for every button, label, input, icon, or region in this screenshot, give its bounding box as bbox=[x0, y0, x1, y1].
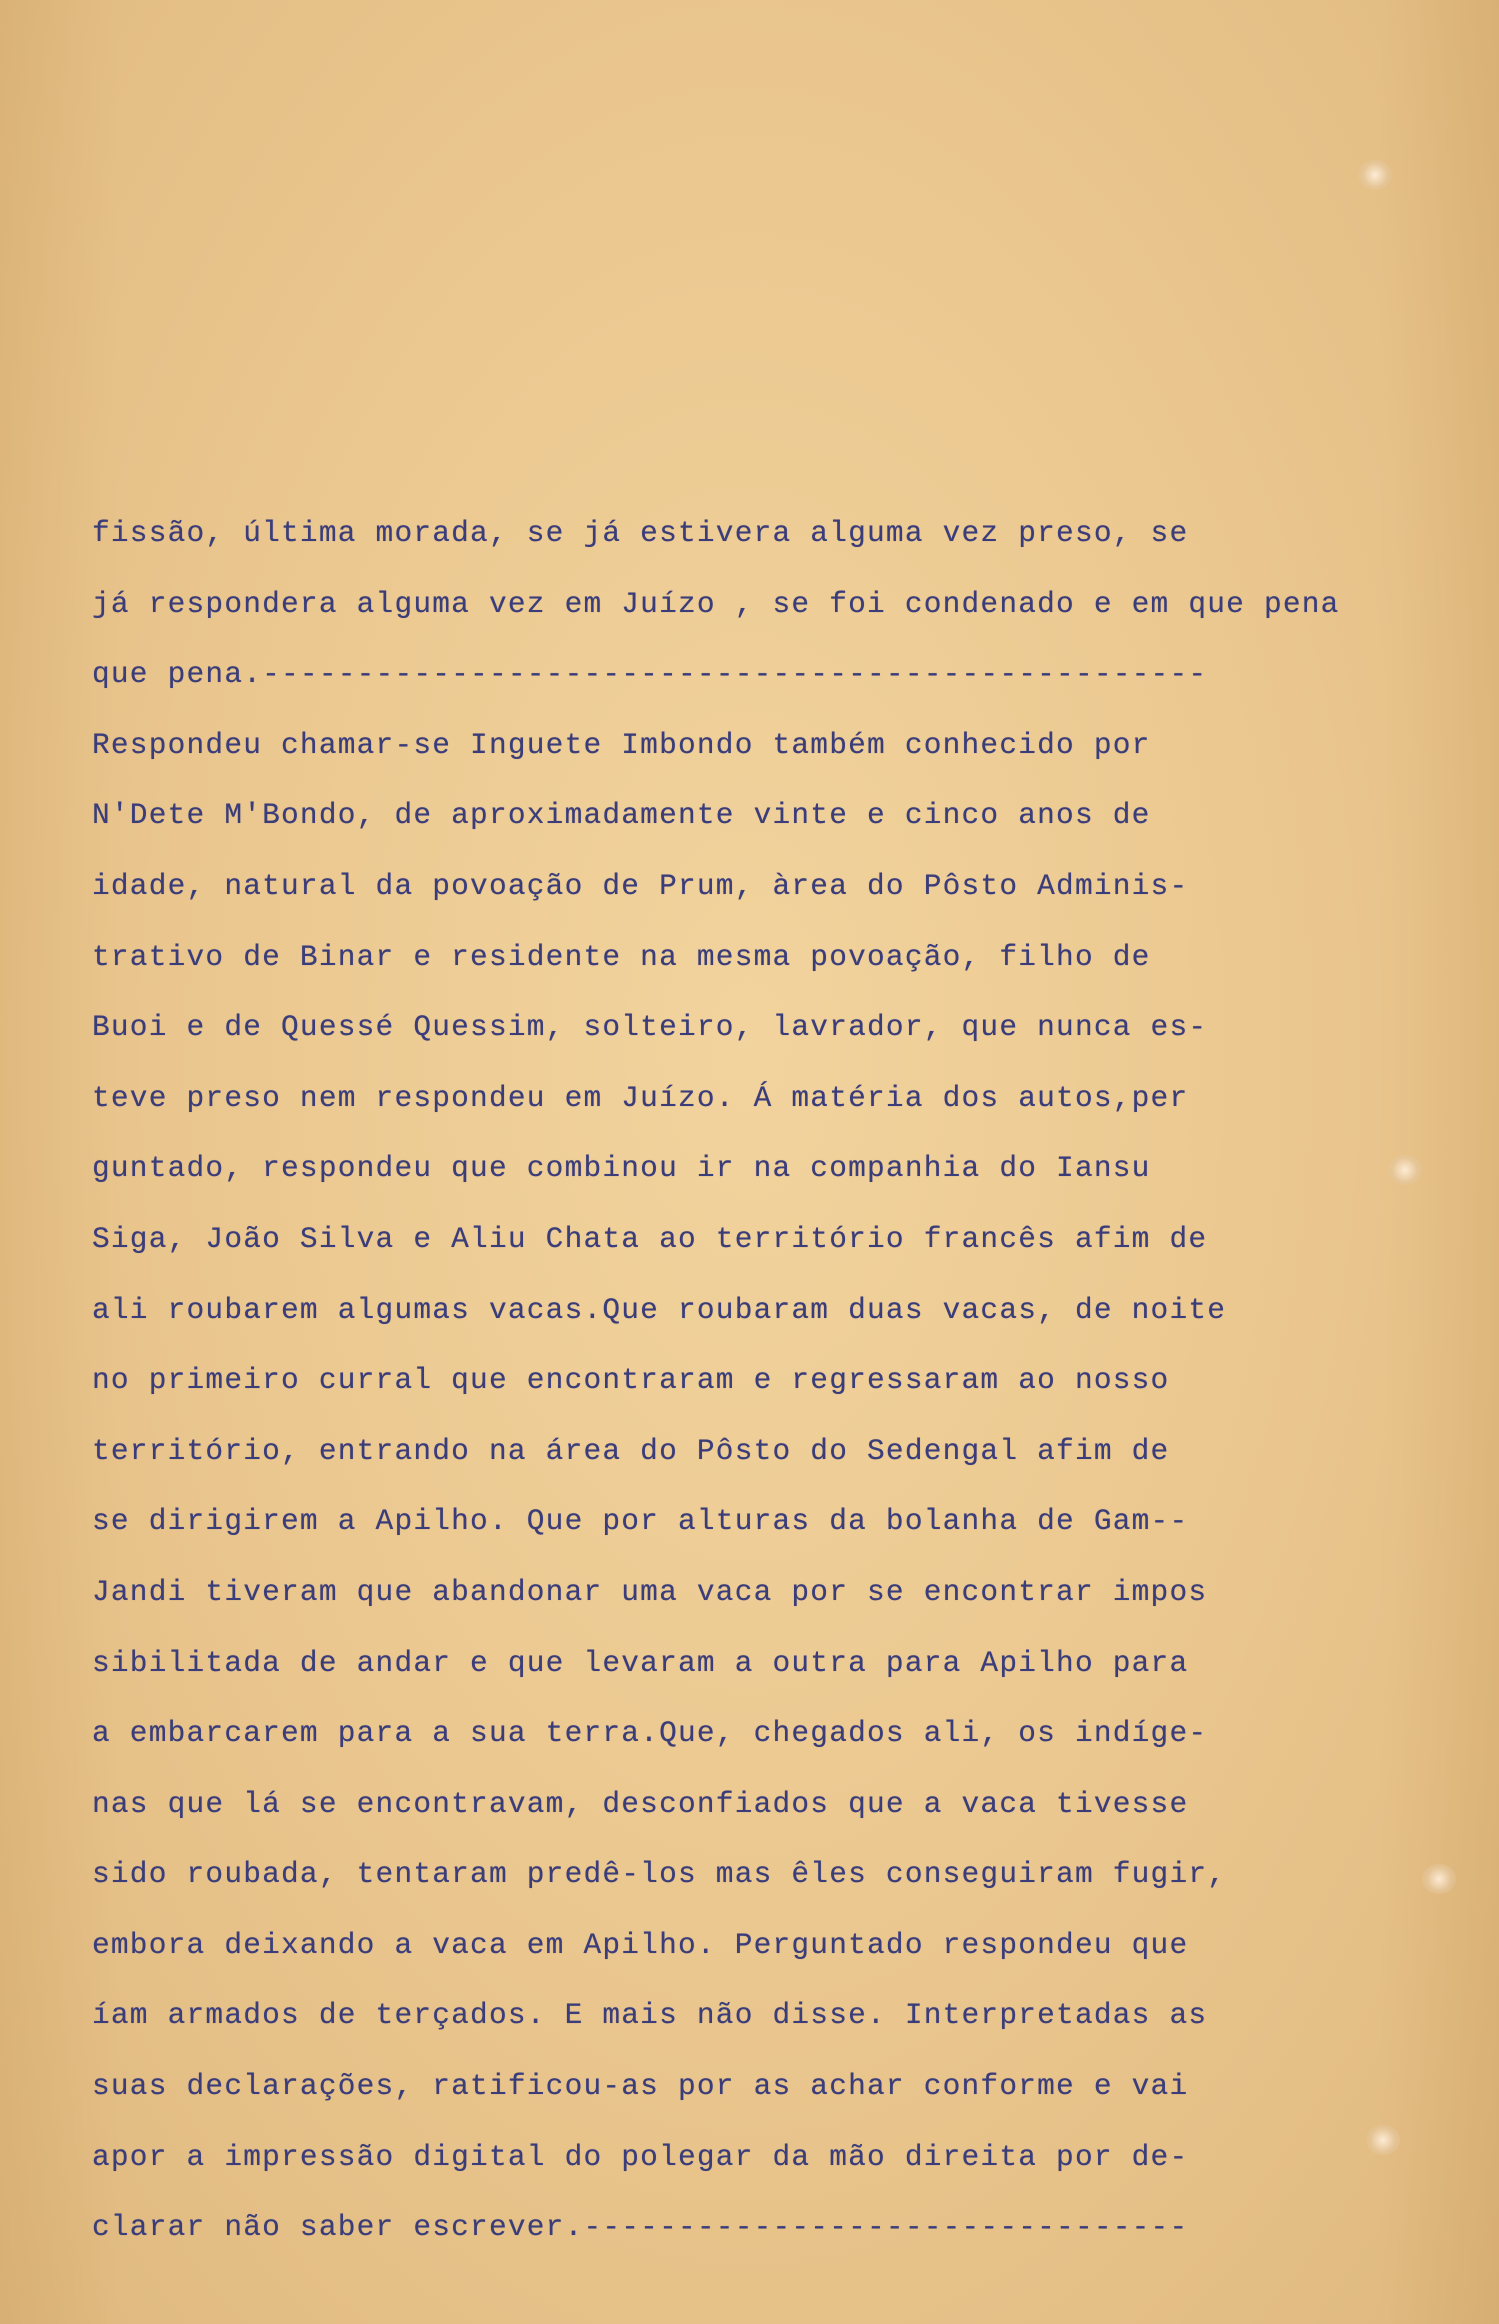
text-line: sibilitada de andar e que levaram a outra para Apilho para bbox=[92, 1645, 1189, 1680]
text-line: guntado, respondeu que combinou ir na companhia do Iansu bbox=[92, 1151, 1151, 1186]
text-line: fissão, última morada, se já estivera alguma vez preso, se bbox=[92, 516, 1189, 550]
text-line: que pena.-------------------------------------------------- bbox=[92, 657, 1208, 692]
text-line: Respondeu chamar-se Inguete Imbondo também conhecido por bbox=[92, 727, 1151, 762]
text-line: nas que lá se encontravam, desconfiados que a vaca tivesse bbox=[92, 1786, 1189, 1821]
text-line: N'Dete M'Bondo, de aproximadamente vinte e cinco anos de bbox=[92, 798, 1151, 833]
text-line: se dirigirem a Apilho. Que por alturas da bolanha de Gam-- bbox=[92, 1504, 1189, 1539]
text-line: a embarcarem para a sua terra.Que, chegados ali, os indíge- bbox=[92, 1716, 1208, 1751]
text-line: teve preso nem respondeu em Juízo. Á matéria dos autos,per bbox=[92, 1080, 1189, 1115]
typed-text-block bbox=[92, 498, 1412, 2263]
text-line: idade, natural da povoação de Prum, àrea do Pôsto Adminis- bbox=[92, 868, 1189, 903]
punch-hole bbox=[1422, 1864, 1456, 1894]
text-line: Siga, João Silva e Aliu Chata ao território francês afim de bbox=[92, 1221, 1208, 1256]
text-line: já respondera alguma vez em Juízo , se foi condenado e em que pena bbox=[92, 586, 1340, 621]
text-line: trativo de Binar e residente na mesma povoação, filho de bbox=[92, 939, 1151, 974]
text-line: Buoi e de Quessé Quessim, solteiro, lavrador, que nunca es- bbox=[92, 1010, 1208, 1045]
text-line: clarar não saber escrever.-------------------------------- bbox=[92, 2210, 1189, 2245]
text-line: apor a impressão digital do polegar da mão direita por de- bbox=[92, 2139, 1189, 2174]
text-line: sido roubada, tentaram predê-los mas êles conseguiram fugir, bbox=[92, 1857, 1227, 1892]
text-line: suas declarações, ratificou-as por as achar conforme e vai bbox=[92, 2069, 1189, 2104]
punch-hole bbox=[1358, 160, 1392, 190]
text-line: Jandi tiveram que abandonar uma vaca por se encontrar impos bbox=[92, 1574, 1208, 1609]
text-line: no primeiro curral que encontraram e regressaram ao nosso bbox=[92, 1363, 1170, 1398]
text-line: ali roubarem algumas vacas.Que roubaram duas vacas, de noite bbox=[92, 1292, 1227, 1327]
text-line: território, entrando na área do Pôsto do Sedengal afim de bbox=[92, 1433, 1170, 1468]
text-line: embora deixando a vaca em Apilho. Perguntado respondeu que bbox=[92, 1927, 1189, 1962]
text-line: íam armados de terçados. E mais não disse. Interpretadas as bbox=[92, 1998, 1208, 2033]
